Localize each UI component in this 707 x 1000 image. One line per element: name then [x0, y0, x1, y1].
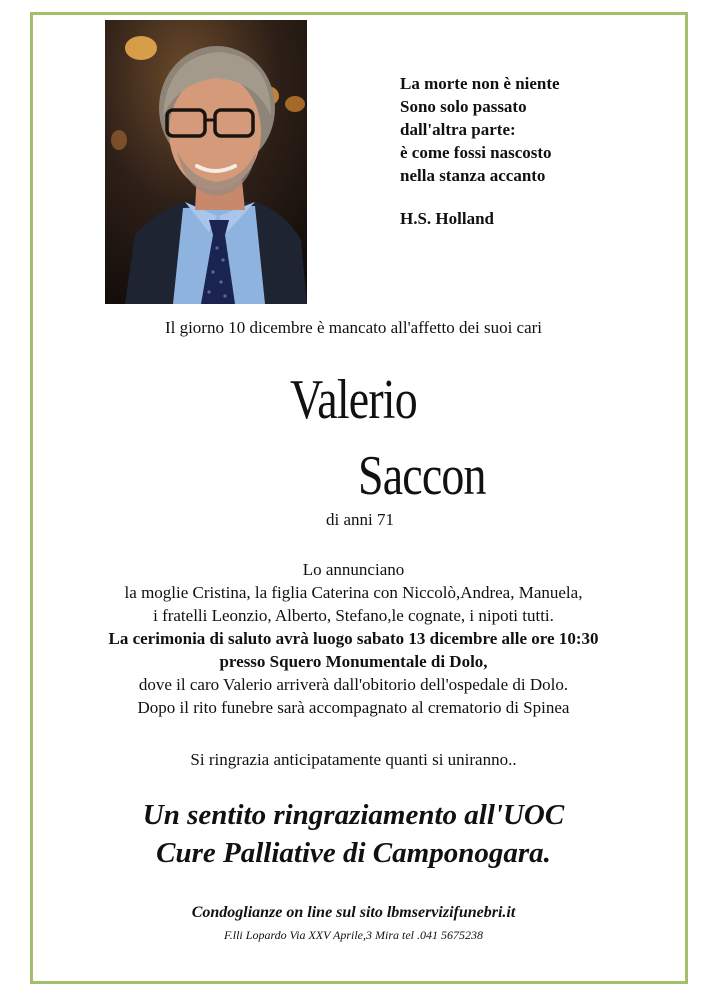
ceremony-line: La cerimonia di saluto avrà luogo sabato 13 dicembre alle ore 10:30 [108, 629, 599, 648]
quote-author: H.S. Holland [400, 209, 495, 228]
portrait-photo [105, 20, 307, 304]
acknowledgement [0, 796, 707, 872]
age-text: di anni 71 [326, 510, 394, 529]
intro-text: Il giorno 10 dicembre è mancato all'affetto dei suoi cari [164, 318, 543, 337]
ceremony-location: presso Squero Monumentale di Dolo, [219, 652, 488, 671]
announcement-block [0, 558, 707, 719]
announcement-line: la moglie Cristina, la figlia Caterina con Niccolò,Andrea, Manuela, [124, 583, 583, 602]
funeral-home-address: F.lli Lopardo Via XXV Aprile,3 Mira tel .041 5675238 [223, 928, 483, 942]
details-line: Dopo il rito funebre sarà accompagnato al crematorio di Spinea [137, 698, 570, 717]
announcement-line: Lo annunciano [302, 560, 405, 579]
announcement-line: i fratelli Leonzio, Alberto, Stefano,le cognate, i nipoti tutti. [153, 606, 554, 625]
quote-line: nella stanza accanto [400, 166, 546, 185]
thanks-text: Si ringrazia anticipatamente quanti si uniranno.. [190, 750, 517, 769]
details-line: dove il caro Valerio arriverà dall'obitorio dell'ospedale di Dolo. [138, 675, 569, 694]
quote-line: Sono solo passato [400, 97, 527, 116]
quote-line: è come fossi nascosto [400, 143, 552, 162]
quote-line: La morte non è niente [400, 74, 560, 93]
condolences-text: Condoglianze on line sul sito lbmservizifunebri.it [191, 904, 516, 921]
portrait-image [105, 20, 307, 304]
last-name: Saccon [358, 445, 486, 507]
first-name: Valerio [290, 369, 417, 431]
quote-block [400, 72, 680, 230]
quote-line: dall'altra parte: [400, 120, 516, 139]
acknowledgement-line-2: Cure Palliative di Camponogara. [156, 837, 551, 869]
acknowledgement-line-1: Un sentito ringraziamento all'UOC [142, 799, 565, 831]
